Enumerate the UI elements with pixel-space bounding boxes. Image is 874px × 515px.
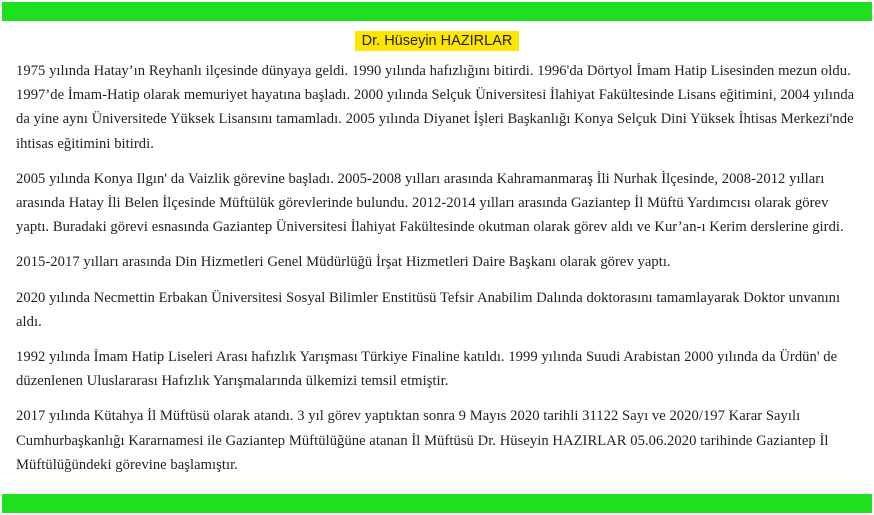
person-name-title: Dr. Hüseyin HAZIRLAR: [355, 31, 520, 51]
bio-paragraph-4: 2020 yılında Necmettin Erbakan Üniversitesi Sosyal Bilimler Enstitüsü Tefsir Anabilim Dalında doktorasını tamamlayarak Doktor unvanını aldı.: [16, 289, 841, 330]
title-row: [16, 31, 858, 51]
bio-paragraph-5: 1992 yılında İmam Hatip Liseleri Arası hafızlık Yarışması Türkiye Finaline katıldı. 1999 yılında Suudi Arabistan 2000 yılında da Ürdün' de düzenlenen Uluslararası Hafızlık Yarışmalarında ülkemizi temsil etmiştir.: [16, 349, 838, 390]
bio-paragraph-2: 2005 yılında Konya Ilgın' da Vaizlik görevine başladı. 2005-2008 yılları arasında Kahramanmaraş İli Nurhak İlçesinde, 2008-2012 yılları arasında Hatay İli Belen İlçesinde Müftülük görevlerinde bulundu. 2012-2014 yılları arasında Gaziantep İl Müftü Yardımcısı olarak görev yaptı. Buradaki görevi esnasında Gaziantep Üniversitesi İlahiyat Fakültesinde okutman olarak görev aldı ve Kur’an-ı Kerim derslerine girdi.: [16, 170, 844, 236]
bio-paragraph-3: 2015-2017 yılları arasında Din Hizmetleri Genel Müdürlüğü İrşat Hizmetleri Daire Başkanı olarak görev yaptı.: [16, 254, 671, 271]
top-green-bar: [2, 2, 872, 21]
bio-paragraph-1: 1975 yılında Hatay’ın Reyhanlı ilçesinde dünyaya geldi. 1990 yılında hafızlığını bitirdi. 1996'da Dörtyol İmam Hatip Lisesinden mezun oldu. 1997’de İmam-Hatip olarak memuriyet hayatına başladı. 2000 yılında Selçuk Üniversitesi İlahiyat Fakültesinde Lisans eğitimini, 2004 yılında da yine aynı Üniversitede Yüksek Lisansını tamamladı. 2005 yılında Diyanet İşleri Başkanlığı Konya Selçuk Dini Yüksek İhtisas Merkezi'nde ihtisas eğitimini bitirdi.: [16, 63, 855, 152]
bio-paragraph-6: 2017 yılında Kütahya İl Müftüsü olarak atandı. 3 yıl görev yaptıktan sonra 9 Mayıs 2020 tarihli 31122 Sayı ve 2020/197 Karar Sayılı Cumhurbaşkanlığı Kararnamesi ile Gaziantep Müftülüğüne atanan İl Müftüsü Dr. Hüseyin HAZIRLAR 05.06.2020 tarihinde Gaziantep İl Müftülüğündeki görevine başlamıştır.: [16, 408, 829, 473]
bottom-green-bar: [2, 494, 872, 513]
biography-content: [0, 21, 874, 494]
